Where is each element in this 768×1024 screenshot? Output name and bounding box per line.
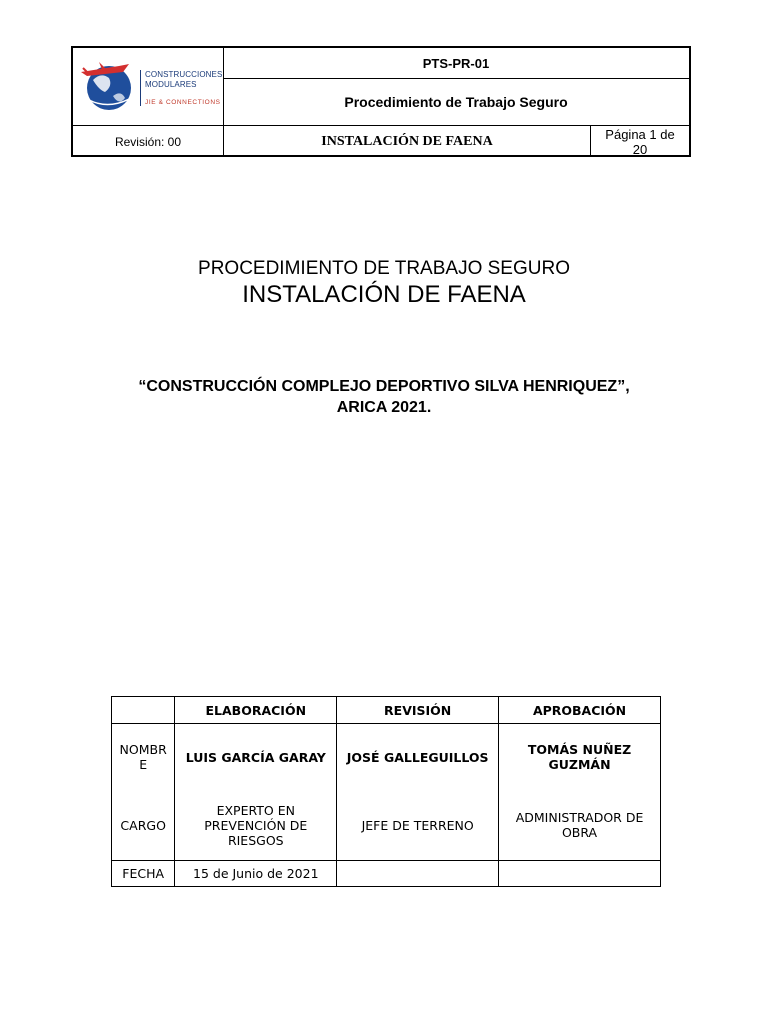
cargo-revision: JEFE DE TERRENO [337,790,499,861]
col-elaboracion: ELABORACIÓN [175,697,337,724]
logo-brand-line2: MODULARES [145,80,197,89]
document-title-line2: INSTALACIÓN DE FAENA [242,281,526,308]
document-header [71,46,691,157]
name-revision: JOSÉ GALLEGUILLOS [337,724,499,791]
revision-number: Revisión: 00 [73,126,224,157]
document-title-line1: PROCEDIMIENTO DE TRABAJO SEGURO [198,258,570,279]
fecha-elaboracion: 15 de Junio de 2021 [175,861,337,887]
cargo-aprobacion: ADMINISTRADOR DE OBRA [499,790,661,861]
name-aprobacion: TOMÁS NUÑEZ GUZMÁN [499,724,661,791]
cargo-label: CARGO [112,790,175,861]
document-code: PTS-PR-01 [422,55,490,71]
logo-brand-line1: CONSTRUCCIONES [145,70,223,79]
logo-divider [140,70,141,106]
table-header-row [112,697,661,724]
fecha-label: FECHA [112,861,175,887]
name-elaboracion: LUIS GARCÍA GARAY [175,724,337,791]
col-revision: REVISIÓN [337,697,499,724]
signature-table [111,696,661,887]
cargo-elaboracion: EXPERTO EN PREVENCIÓN DE RIESGOS [175,790,337,861]
page-number: Página 1 de 20 [605,126,675,157]
table-row [112,724,661,791]
name-label: NOMBR E [112,724,175,791]
col-aprobacion: APROBACIÓN [499,697,661,724]
table-row [112,861,661,887]
section-title: INSTALACIÓN DE FAENA [224,126,591,157]
fecha-revision [337,861,499,887]
fecha-aprobacion [499,861,661,887]
logo-brand [145,70,222,90]
logo-cell [73,48,224,125]
table-row [112,790,661,861]
logo-subbrand: JIE & CONNECTIONS [145,99,221,106]
project-name: “CONSTRUCCIÓN COMPLEJO DEPORTIVO SILVA HENRIQUEZ”, ARICA 2021. [138,378,630,416]
procedure-label: Procedimiento de Trabajo Seguro [344,94,568,110]
